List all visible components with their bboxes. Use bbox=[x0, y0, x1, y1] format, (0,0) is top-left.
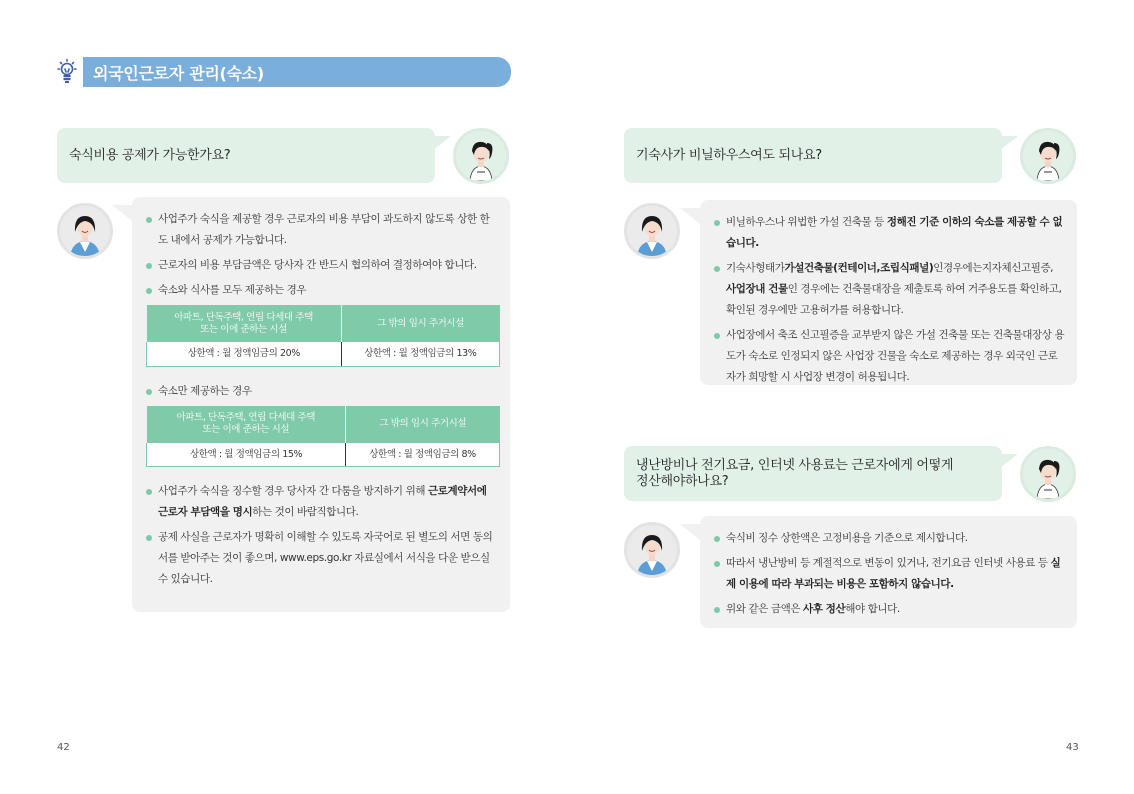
answer-bullet: 공제 사실을 근로자가 명확히 이해할 수 있도록 자국어로 된 별도의 서면 동의서를 받아주는 것이 좋으며, www.eps.go.kr 자료실에서 서식을 다운 받으실 수 있습니다. bbox=[146, 527, 498, 590]
fee-table-room-only bbox=[146, 406, 500, 468]
answer-bullet: 근로자의 비용 부담금액은 당사자 간 반드시 협의하여 결정하여야 합니다. bbox=[146, 255, 498, 276]
answer-bubble bbox=[700, 200, 1077, 385]
avatar-answerer bbox=[624, 203, 680, 259]
woman-bob-icon bbox=[60, 206, 110, 256]
answer-bullet bbox=[714, 212, 1065, 254]
answer-bubble bbox=[700, 516, 1077, 628]
answer-bullet: 숙소만 제공하는 경우 bbox=[146, 381, 498, 402]
header-line: 아파트, 단독주택, 연립 다세대 주택 bbox=[176, 412, 316, 423]
table-header-temporary: 그 밖의 임시 주거시설 bbox=[341, 305, 499, 342]
page-number-left: 42 bbox=[57, 742, 70, 753]
text: 하는 것이 바람직합니다. bbox=[252, 506, 359, 518]
section-header bbox=[55, 57, 83, 87]
answer-bubble bbox=[132, 197, 510, 612]
answer-bullet bbox=[714, 528, 1065, 549]
avatar-answerer bbox=[624, 522, 680, 578]
text: 위와 같은 금액은 bbox=[726, 603, 804, 615]
table-cell: 상한액 : 월 정액임금의 8% bbox=[346, 443, 500, 467]
table-header-temporary: 그 밖의 임시 주거시설 bbox=[346, 406, 500, 443]
emphasis: 가설건축물(컨테이너,조립식패널) bbox=[784, 262, 934, 274]
answer-bullet: 숙소와 식사를 모두 제공하는 경우 bbox=[146, 280, 498, 301]
avatar-questioner bbox=[453, 128, 509, 184]
text: 사업주가 숙식을 징수할 경우 당사자 간 다툼을 방지하기 위해 bbox=[158, 485, 429, 497]
text: 따라서 냉난방비 등 계절적으로 변동이 있거나, 전기요금 인터넷 사용료 등 bbox=[726, 557, 1051, 569]
text: 기숙사형태가 bbox=[726, 262, 785, 274]
table-header-housing bbox=[147, 305, 342, 342]
text: 숙식비 징수 상한액은 고정비용을 기준으로 제시합니다. bbox=[726, 532, 968, 544]
woman-bob-icon bbox=[627, 206, 677, 256]
header-line: 또는 이에 준하는 시설 bbox=[200, 323, 287, 335]
question-bubble bbox=[624, 446, 1002, 501]
woman-ponytail-icon bbox=[1023, 131, 1073, 181]
avatar-questioner bbox=[1020, 446, 1076, 502]
question-text bbox=[636, 458, 953, 490]
woman-ponytail-icon bbox=[456, 131, 506, 181]
page-title-bar bbox=[83, 57, 511, 87]
emphasis: 근로계약서에 근로자 부담액을 명시 bbox=[158, 485, 487, 518]
question-bubble bbox=[624, 128, 1002, 183]
emphasis: 사업장내 건물 bbox=[726, 283, 788, 295]
emphasis: 정해진 기준 이하의 숙소를 제공할 수 없습니다. bbox=[726, 216, 1063, 249]
header-line: 아파트, 단독주택, 연립 다세대 주택 bbox=[174, 311, 313, 323]
table-header-housing bbox=[147, 406, 346, 443]
lightbulb-icon bbox=[55, 57, 79, 87]
fee-table-room-and-board bbox=[146, 305, 500, 367]
question-text: 기숙사가 비닐하우스여도 되나요? bbox=[636, 147, 822, 163]
text: 비닐하우스나 위법한 가설 건축물 등 bbox=[726, 216, 887, 228]
text: 사업장에서 축조 신고필증을 교부받지 않은 가설 건축물 또는 건축물대장상 용도가 숙소로 인정되지 않은 사업장 건물을 숙소로 제공하는 경우 외국인 근로자가 희망할 시 사업장 변경이 허용됩니다. bbox=[726, 329, 1065, 383]
page-title: 외국인근로자 관리(숙소) bbox=[93, 63, 264, 83]
woman-bob-icon bbox=[627, 525, 677, 575]
header-line: 또는 이에 준하는 시설 bbox=[202, 424, 290, 435]
question-line: 정산해야하나요? bbox=[636, 473, 729, 489]
question-bubble bbox=[57, 128, 435, 183]
question-line: 냉난방비나 전기요금, 인터넷 사용료는 근로자에게 어떻게 bbox=[636, 457, 954, 473]
question-text: 숙식비용 공제가 가능한가요? bbox=[69, 147, 231, 163]
answer-bullet bbox=[714, 553, 1065, 595]
answer-bullet: 사업주가 숙식을 제공할 경우 근로자의 비용 부담이 과도하지 않도록 상한 한도 내에서 공제가 가능합니다. bbox=[146, 209, 498, 251]
avatar-answerer bbox=[57, 203, 113, 259]
answer-bullet bbox=[714, 325, 1065, 388]
emphasis: 사후 정산 bbox=[803, 603, 846, 615]
table-cell: 상한액 : 월 정액임금의 15% bbox=[147, 443, 346, 467]
answer-bullet bbox=[714, 599, 1065, 620]
woman-ponytail-icon bbox=[1023, 449, 1073, 499]
text: 인 경우에는 건축물대장을 제출토록 하여 거주용도를 확인하고, 확인된 경우에만 고용허가를 허용합니다. bbox=[726, 283, 1062, 316]
text: 인경우에는지자체신고필증, bbox=[933, 262, 1054, 274]
table-cell: 상한액 : 월 정액임금의 13% bbox=[341, 342, 499, 366]
avatar-questioner bbox=[1020, 128, 1076, 184]
answer-bullet bbox=[146, 481, 498, 523]
table-cell: 상한액 : 월 정액임금의 20% bbox=[147, 342, 342, 366]
text: 해야 합니다. bbox=[845, 603, 900, 615]
page-number-right: 43 bbox=[1066, 742, 1079, 753]
answer-bullet bbox=[714, 258, 1065, 321]
emphasis: 실제 이용에 따라 부과되는 비용은 포함하지 않습니다. bbox=[726, 557, 1061, 590]
